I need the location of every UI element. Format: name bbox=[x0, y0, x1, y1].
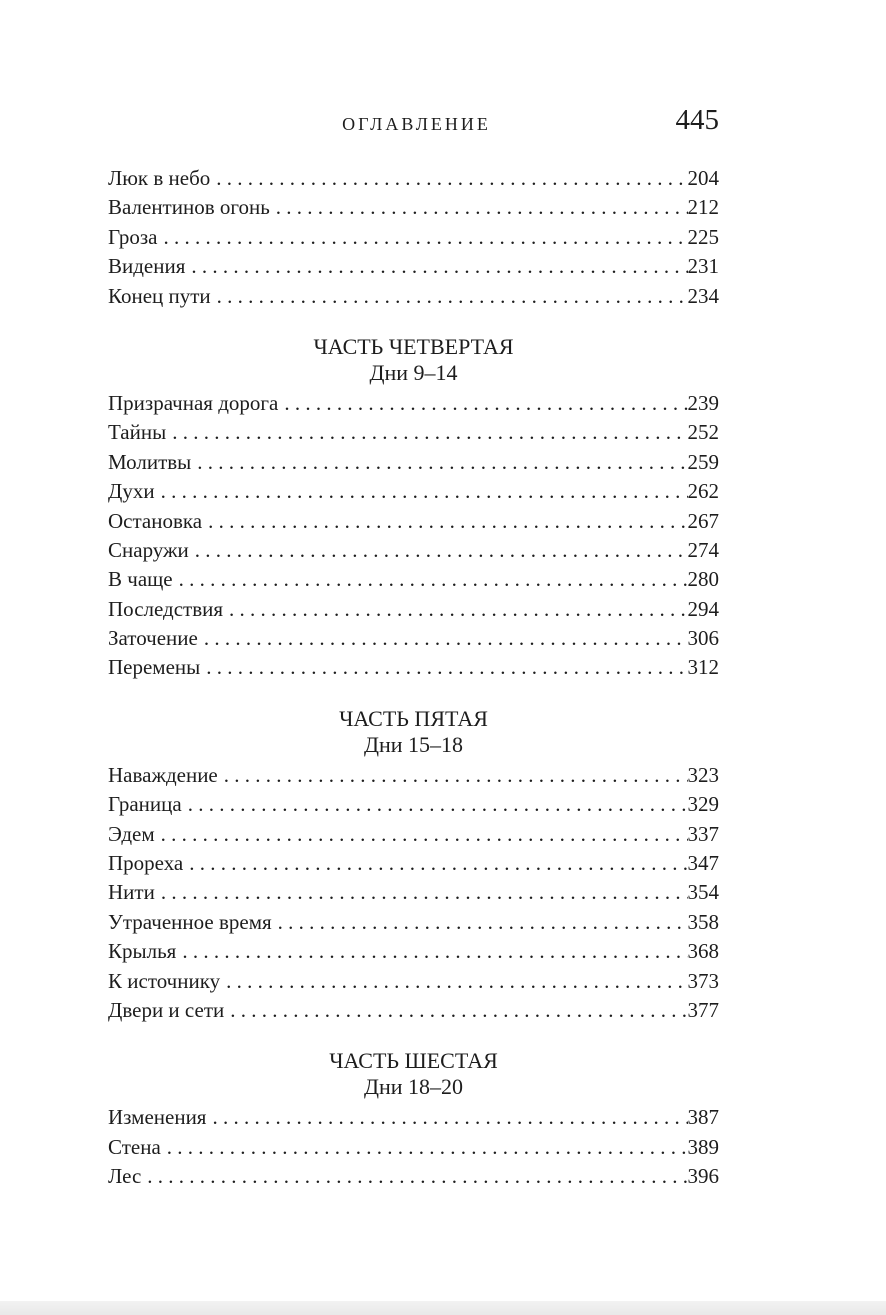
toc-entry[interactable] bbox=[108, 624, 719, 653]
dot-leader bbox=[189, 849, 687, 878]
dot-leader bbox=[216, 164, 687, 193]
toc-entry-page: 396 bbox=[687, 1164, 719, 1189]
toc-entry-title: Прореха bbox=[108, 851, 184, 876]
toc-entry-page: 204 bbox=[687, 166, 719, 190]
dot-leader bbox=[204, 624, 688, 653]
toc-entry[interactable] bbox=[108, 448, 719, 477]
part-subheading: Дни 18–20 bbox=[363, 1074, 464, 1100]
toc-entry[interactable] bbox=[108, 761, 719, 790]
toc-entry[interactable] bbox=[108, 1133, 719, 1162]
toc-entry-title: Наваждение bbox=[108, 762, 218, 787]
dot-leader bbox=[217, 282, 688, 311]
toc-entry-title: Гроза bbox=[108, 224, 158, 249]
dot-leader bbox=[167, 1133, 688, 1162]
toc-entry-title: Утраченное время bbox=[108, 909, 272, 934]
toc-entry-title: Последствия bbox=[108, 596, 224, 621]
toc-entry-page: 323 bbox=[687, 762, 719, 787]
dot-leader bbox=[161, 477, 688, 506]
dot-leader bbox=[191, 252, 687, 281]
toc-entry-page: 387 bbox=[687, 1105, 719, 1130]
toc-entry-page: 306 bbox=[687, 626, 719, 651]
toc-entry-title: Люк в небо bbox=[108, 166, 211, 190]
toc-entry[interactable] bbox=[108, 252, 719, 281]
toc-entry-title: Крылья bbox=[108, 939, 177, 964]
toc-entry-page: 259 bbox=[687, 449, 719, 474]
toc-section-part-four bbox=[108, 334, 719, 683]
dot-leader bbox=[195, 536, 688, 565]
toc-entry-page: 212 bbox=[687, 195, 719, 220]
toc-entry-title: Молитвы bbox=[108, 449, 192, 474]
toc-entry-page: 274 bbox=[687, 537, 719, 562]
horizontal-scrollbar[interactable] bbox=[0, 1301, 886, 1315]
toc-entry[interactable] bbox=[108, 418, 719, 447]
toc-entry[interactable] bbox=[108, 477, 719, 506]
dot-leader bbox=[224, 761, 688, 790]
toc-entry[interactable] bbox=[108, 223, 719, 252]
page-number: 445 bbox=[675, 104, 719, 136]
toc-entry-title: Перемены bbox=[108, 655, 201, 680]
toc-entry[interactable] bbox=[108, 389, 719, 418]
table-of-contents bbox=[108, 164, 719, 1192]
dot-leader bbox=[172, 418, 687, 447]
toc-entry[interactable] bbox=[108, 967, 719, 996]
toc-entry[interactable] bbox=[108, 193, 719, 222]
toc-entry-page: 239 bbox=[687, 390, 719, 415]
toc-entry-page: 329 bbox=[687, 792, 719, 817]
toc-entry-title: Стена bbox=[108, 1134, 161, 1159]
toc-entry-title: Тайны bbox=[108, 420, 167, 445]
toc-entry[interactable] bbox=[108, 164, 719, 193]
toc-entry[interactable] bbox=[108, 878, 719, 907]
part-heading: ЧАСТЬ ПЯТАЯ bbox=[339, 705, 488, 731]
dot-leader bbox=[163, 223, 687, 252]
toc-entry-page: 312 bbox=[687, 655, 719, 680]
toc-entry-page: 368 bbox=[687, 939, 719, 964]
dot-leader bbox=[197, 448, 687, 477]
dot-leader bbox=[229, 595, 687, 624]
toc-entry-title: К источнику bbox=[108, 968, 221, 993]
toc-entry[interactable] bbox=[108, 282, 719, 311]
dot-leader bbox=[284, 389, 687, 418]
toc-entry-page: 294 bbox=[687, 596, 719, 621]
dot-leader bbox=[212, 1103, 687, 1132]
toc-entry-page: 347 bbox=[687, 851, 719, 876]
toc-entry[interactable] bbox=[108, 820, 719, 849]
toc-entry[interactable] bbox=[108, 908, 719, 937]
dot-leader bbox=[182, 937, 687, 966]
toc-entry-title: Валентинов огонь bbox=[108, 195, 270, 220]
dot-leader bbox=[188, 790, 688, 819]
toc-entry[interactable] bbox=[108, 653, 719, 682]
toc-section-part-five bbox=[108, 706, 719, 1026]
dot-leader bbox=[276, 193, 688, 222]
toc-entry-title: Нити bbox=[108, 880, 155, 905]
toc-entry-title: Духи bbox=[108, 479, 155, 504]
toc-entry-title: Граница bbox=[108, 792, 182, 817]
toc-entry-title: Остановка bbox=[108, 508, 203, 533]
toc-section bbox=[108, 164, 719, 311]
toc-entry-title: В чаще bbox=[108, 567, 173, 592]
part-heading: ЧАСТЬ ЧЕТВЕРТАЯ bbox=[313, 333, 514, 359]
toc-entry[interactable] bbox=[108, 849, 719, 878]
dot-leader bbox=[230, 996, 687, 1025]
dot-leader bbox=[161, 820, 688, 849]
toc-entry[interactable] bbox=[108, 790, 719, 819]
toc-entry-page: 225 bbox=[687, 224, 719, 249]
dot-leader bbox=[161, 878, 688, 907]
toc-entry-page: 252 bbox=[687, 420, 719, 445]
toc-entry-page: 234 bbox=[687, 283, 719, 308]
toc-entry-page: 389 bbox=[687, 1134, 719, 1159]
toc-entry-title: Конец пути bbox=[108, 283, 211, 308]
toc-entry-title: Двери и сети bbox=[108, 997, 225, 1022]
toc-entry-page: 231 bbox=[687, 254, 719, 279]
toc-entry-title: Изменения bbox=[108, 1105, 207, 1130]
part-subheading: Дни 15–18 bbox=[363, 731, 464, 757]
dot-leader bbox=[179, 565, 688, 594]
toc-entry[interactable] bbox=[108, 1103, 719, 1132]
toc-entry-page: 358 bbox=[687, 909, 719, 934]
dot-leader bbox=[278, 908, 688, 937]
toc-entry[interactable] bbox=[108, 565, 719, 594]
toc-entry[interactable] bbox=[108, 595, 719, 624]
part-heading: ЧАСТЬ ШЕСТАЯ bbox=[329, 1048, 498, 1074]
toc-entry-title: Снаружи bbox=[108, 537, 189, 562]
toc-entry-title: Лес bbox=[108, 1164, 142, 1189]
running-title: ОГЛАВЛЕНИЕ bbox=[342, 114, 491, 134]
dot-leader bbox=[208, 507, 687, 536]
toc-entry[interactable] bbox=[108, 996, 719, 1025]
toc-entry[interactable] bbox=[108, 937, 719, 966]
toc-entry-page: 337 bbox=[687, 821, 719, 846]
toc-entry-page: 262 bbox=[687, 479, 719, 504]
toc-entry-page: 373 bbox=[687, 968, 719, 993]
toc-entry-title: Видения bbox=[108, 254, 186, 279]
dot-leader bbox=[226, 967, 687, 996]
toc-entry[interactable] bbox=[108, 536, 719, 565]
toc-entry[interactable] bbox=[108, 1162, 719, 1191]
toc-section-part-six bbox=[108, 1048, 719, 1191]
toc-entry-title: Призрачная дорога bbox=[108, 390, 279, 415]
toc-entry-page: 267 bbox=[687, 508, 719, 533]
dot-leader bbox=[147, 1162, 687, 1191]
dot-leader bbox=[206, 653, 687, 682]
toc-entry-title: Заточение bbox=[108, 626, 198, 651]
part-subheading: Дни 9–14 bbox=[369, 359, 458, 385]
toc-entry-page: 280 bbox=[687, 567, 719, 592]
toc-entry-title: Эдем bbox=[108, 821, 155, 846]
running-head bbox=[108, 104, 719, 144]
toc-entry-page: 377 bbox=[687, 997, 719, 1022]
toc-entry[interactable] bbox=[108, 507, 719, 536]
toc-entry-page: 354 bbox=[687, 880, 719, 905]
